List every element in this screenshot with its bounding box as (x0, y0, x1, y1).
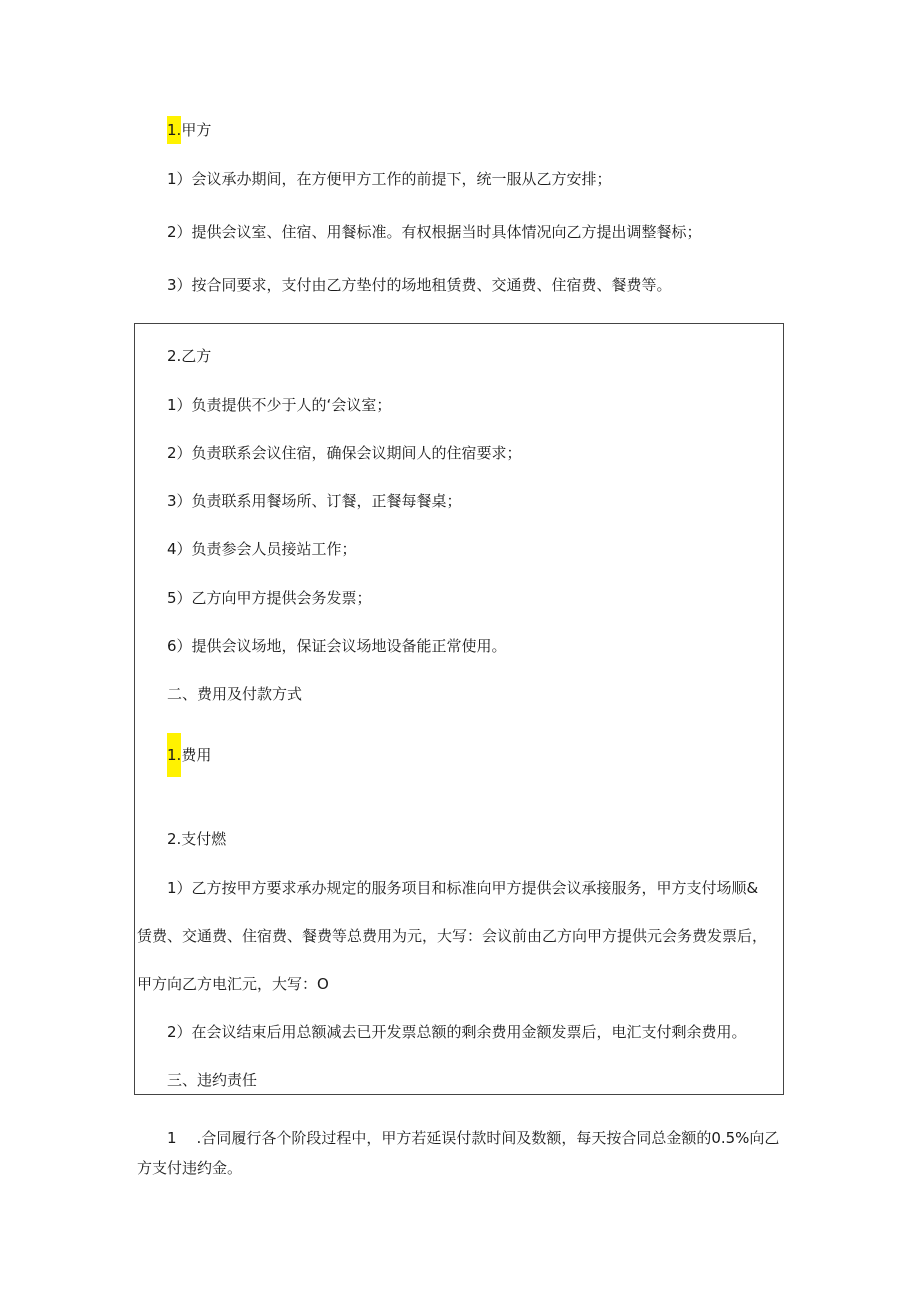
party-b-item-5: 5）乙方向甲方提供会务发票； (167, 589, 372, 607)
party-a-item-2: 2）提供会议室、住宿、用餐标准。有权根据当时具体情况向乙方提出调整餐标； (167, 223, 702, 241)
party-b-heading: 2.乙方 (167, 347, 212, 365)
party-b-item-1: 1）负责提供不少于人的‘会议室； (167, 396, 392, 414)
payment-item-1-line-2: 赁费、交通费、住宿费、餐费等总费用为元，大写：会议前由乙方向甲方提供元会务费发票后， (137, 927, 768, 945)
payment-item-2: 2）在会议结束后用总额减去已开发票总额的剩余费用金额发票后，电汇支付剩余费用。 (167, 1023, 747, 1041)
breach-item-1-text: .合同履行各个阶段过程中，甲方若延误付款时间及数额，每天按合同总金额的0.5%向乙 (196, 1129, 780, 1147)
party-b-item-2: 2）负责联系会议住宿，确保会议期间人的住宿要求； (167, 444, 522, 462)
party-b-item-3: 3）负责联系用餐场所、订餐，正餐每餐桌； (167, 492, 462, 510)
payment-item-1-line-1: 1）乙方按甲方要求承办规定的服务项目和标准向甲方提供会议承接服务，甲方支付场顺& (167, 879, 759, 897)
party-b-item-4: 4）负责参会人员接站工作； (167, 540, 357, 558)
breach-item-1-number: 1 (167, 1129, 177, 1147)
party-a-heading-number: 1. (167, 116, 181, 144)
fees-heading-text: 费用 (181, 746, 212, 764)
party-a-item-3: 3）按合同要求，支付由乙方垫付的场地租赁费、交通费、住宿费、餐费等。 (167, 276, 672, 294)
party-b-item-6: 6）提供会议场地，保证会议场地设备能正常使用。 (167, 637, 507, 655)
party-a-heading (167, 116, 211, 144)
party-a-heading-text: 甲方 (181, 121, 212, 139)
payment-item-1-line-3: 甲方向乙方电汇元，大写：O (137, 975, 329, 993)
fees-heading (167, 733, 211, 777)
party-a-item-1: 1）会议承办期间，在方便甲方工作的前提下，统一服从乙方安排； (167, 170, 612, 188)
breach-section-title: 三、违约责任 (167, 1071, 258, 1089)
fees-heading-number: 1. (167, 733, 181, 777)
breach-item-1-line-2: 方支付违约金。 (137, 1159, 243, 1177)
fees-section-title: 二、费用及付款方式 (167, 685, 303, 703)
breach-item-1-line-1 (167, 1128, 779, 1148)
payment-heading: 2.支付燃 (167, 830, 227, 848)
